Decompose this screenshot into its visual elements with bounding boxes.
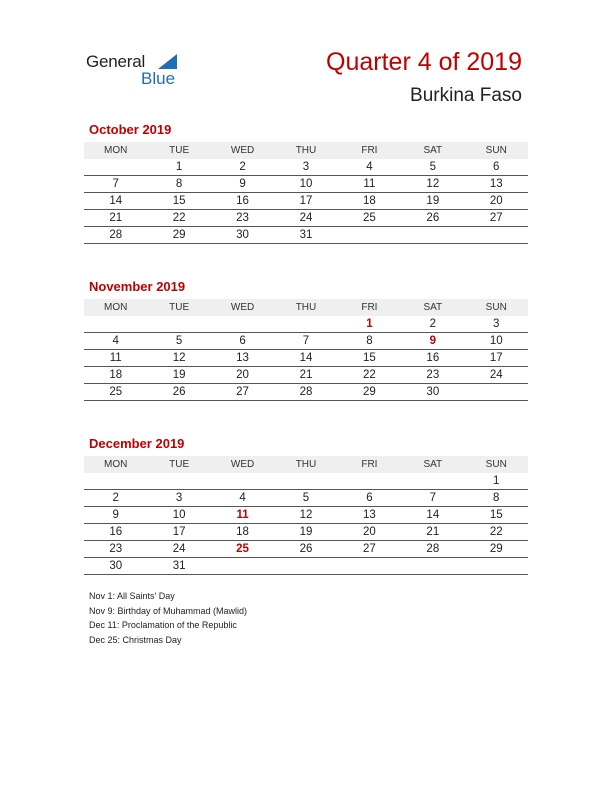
day-cell: 4 — [239, 492, 246, 504]
day-cell: 24 — [489, 369, 503, 381]
day-cell — [338, 473, 401, 489]
day-cell — [274, 558, 337, 574]
day-cell: 23 — [109, 543, 123, 555]
day-cell: 20 — [236, 369, 249, 381]
day-cell: 8 — [366, 335, 373, 347]
day-cell: 14 — [426, 509, 440, 521]
day-cell: 17 — [489, 352, 503, 364]
day-cell: 13 — [236, 352, 249, 364]
day-cell: 10 — [299, 178, 313, 190]
weekday-label: SUN — [485, 145, 507, 156]
calendar-december — [84, 436, 528, 575]
day-cell: 10 — [489, 335, 503, 347]
day-cell: 13 — [363, 509, 376, 521]
day-cell: 15 — [172, 195, 186, 207]
day-cell: 9 — [239, 178, 246, 190]
day-cell: 18 — [236, 526, 249, 538]
day-cell: 12 — [172, 352, 186, 364]
day-cell: 2 — [112, 492, 119, 504]
week-row — [84, 507, 528, 524]
day-cell: 18 — [363, 195, 376, 207]
week-row — [84, 558, 528, 575]
day-cell: 28 — [109, 229, 123, 241]
holiday-note: Nov 1: All Saints' Day — [89, 591, 175, 601]
day-cell — [84, 316, 147, 332]
weekday-label: FRI — [361, 145, 378, 156]
weekday-label: FRI — [361, 302, 378, 313]
week-row — [84, 490, 528, 507]
day-cell: 7 — [112, 178, 119, 190]
day-cell: 13 — [489, 178, 503, 190]
day-cell: 6 — [366, 492, 373, 504]
weekday-label: SUN — [485, 302, 507, 313]
day-cell — [465, 227, 528, 243]
day-cell — [465, 384, 528, 400]
holiday-day-cell: 1 — [366, 318, 373, 330]
week-row — [84, 316, 528, 333]
page-title: Quarter 4 of 2019 — [326, 48, 522, 76]
day-cell: 9 — [112, 509, 119, 521]
day-cell: 5 — [175, 335, 183, 347]
day-cell — [401, 227, 464, 243]
weekday-label: MON — [104, 459, 128, 470]
holiday-day-cell: 11 — [236, 509, 249, 521]
day-cell — [274, 316, 337, 332]
day-cell: 7 — [429, 492, 437, 504]
day-cell — [338, 227, 401, 243]
day-cell: 26 — [172, 386, 186, 398]
day-cell: 1 — [175, 161, 183, 173]
week-row — [84, 350, 528, 367]
day-cell: 5 — [302, 492, 310, 504]
day-cell — [211, 473, 274, 489]
holiday-day-cell: 9 — [429, 335, 437, 347]
week-row — [84, 367, 528, 384]
day-cell: 21 — [426, 526, 440, 538]
day-cell: 4 — [112, 335, 119, 347]
holiday-note: Dec 25: Christmas Day — [89, 634, 182, 645]
day-cell: 23 — [236, 212, 249, 224]
day-cell: 27 — [236, 386, 249, 398]
day-cell: 19 — [426, 195, 440, 207]
day-cell — [401, 473, 464, 489]
weekday-label: MON — [104, 145, 128, 156]
weekday-label: WED — [230, 302, 255, 313]
week-row — [84, 210, 528, 227]
day-cell — [147, 473, 210, 489]
day-cell: 28 — [426, 543, 440, 555]
day-cell: 5 — [429, 161, 437, 173]
day-cell: 3 — [175, 492, 183, 504]
day-cell — [211, 558, 274, 574]
day-cell: 16 — [109, 526, 123, 538]
weekday-label: SAT — [423, 459, 443, 470]
week-row — [84, 333, 528, 350]
weekday-label: TUE — [169, 145, 190, 156]
day-cell: 4 — [366, 161, 373, 173]
day-cell: 31 — [299, 229, 313, 241]
day-cell: 24 — [172, 543, 186, 555]
day-cell: 3 — [493, 318, 500, 330]
day-cell: 1 — [493, 475, 500, 487]
day-cell: 15 — [363, 352, 376, 364]
day-cell — [84, 473, 147, 489]
weekday-header-row — [84, 456, 528, 473]
day-cell: 31 — [172, 560, 186, 572]
week-row — [84, 159, 528, 176]
day-cell: 29 — [363, 386, 376, 398]
week-row — [84, 227, 528, 244]
day-cell: 22 — [172, 212, 186, 224]
day-cell: 16 — [236, 195, 249, 207]
week-row — [84, 541, 528, 558]
day-cell: 6 — [239, 335, 246, 347]
day-cell — [84, 159, 147, 175]
day-cell: 25 — [109, 386, 123, 398]
day-cell: 30 — [426, 386, 440, 398]
day-cell — [147, 316, 210, 332]
day-cell — [401, 558, 464, 574]
day-cell: 29 — [489, 543, 503, 555]
calendar-november — [84, 279, 528, 401]
day-cell: 15 — [489, 509, 503, 521]
day-cell: 14 — [109, 195, 123, 207]
day-cell: 22 — [363, 369, 376, 381]
day-cell: 11 — [109, 352, 122, 364]
day-cell: 26 — [299, 543, 313, 555]
day-cell: 6 — [493, 161, 500, 173]
logo-triangle-icon — [158, 54, 177, 69]
day-cell: 10 — [172, 509, 186, 521]
day-cell: 11 — [363, 178, 376, 190]
month-title: October 2019 — [89, 122, 172, 137]
weekday-label: WED — [230, 459, 255, 470]
day-cell: 26 — [426, 212, 440, 224]
weekday-label: WED — [230, 145, 255, 156]
month-title: December 2019 — [89, 436, 185, 451]
day-cell: 8 — [493, 492, 500, 504]
day-cell: 27 — [363, 543, 376, 555]
weekday-header-row — [84, 299, 528, 316]
day-cell: 22 — [489, 526, 503, 538]
day-cell — [338, 558, 401, 574]
day-cell: 2 — [239, 161, 246, 173]
weekday-label: TUE — [169, 302, 190, 313]
day-cell: 2 — [429, 318, 437, 330]
holiday-note: Nov 9: Birthday of Muhammad (Mawlid) — [89, 605, 248, 616]
day-cell: 28 — [299, 386, 313, 398]
week-row — [84, 384, 528, 401]
day-cell: 30 — [236, 229, 249, 241]
weekday-label: SAT — [423, 145, 443, 156]
day-cell — [465, 558, 528, 574]
month-title: November 2019 — [89, 279, 186, 294]
weekday-label: TUE — [169, 459, 190, 470]
day-cell: 17 — [172, 526, 186, 538]
day-cell: 8 — [175, 178, 183, 190]
day-cell — [274, 473, 337, 489]
day-cell: 30 — [109, 560, 123, 572]
day-cell: 20 — [489, 195, 503, 207]
weekday-label: MON — [104, 302, 128, 313]
weekday-header-row — [84, 142, 528, 159]
calendar-october — [84, 122, 528, 244]
day-cell: 27 — [489, 212, 503, 224]
day-cell: 14 — [299, 352, 313, 364]
day-cell: 21 — [299, 369, 313, 381]
holiday-note: Dec 11: Proclamation of the Republic — [89, 620, 237, 630]
week-row — [84, 524, 528, 541]
day-cell: 3 — [302, 161, 310, 173]
day-cell: 25 — [363, 212, 376, 224]
day-cell: 17 — [299, 195, 313, 207]
day-cell: 19 — [299, 526, 313, 538]
week-row — [84, 473, 528, 490]
day-cell: 24 — [299, 212, 313, 224]
country-name: Burkina Faso — [410, 85, 522, 106]
weekday-label: THU — [295, 145, 317, 156]
weekday-label: SAT — [423, 302, 443, 313]
holiday-day-cell: 25 — [236, 543, 249, 555]
week-row — [84, 193, 528, 210]
logo-word-blue: Blue — [141, 69, 176, 88]
day-cell — [211, 316, 274, 332]
day-cell: 29 — [172, 229, 186, 241]
weekday-label: THU — [295, 302, 317, 313]
day-cell: 23 — [426, 369, 440, 381]
day-cell: 19 — [172, 369, 186, 381]
weekday-label: SUN — [485, 459, 507, 470]
day-cell: 12 — [426, 178, 440, 190]
day-cell: 21 — [109, 212, 123, 224]
day-cell: 18 — [109, 369, 123, 381]
holiday-notes — [89, 589, 247, 647]
day-cell: 20 — [363, 526, 376, 538]
week-row — [84, 176, 528, 193]
generalblue-logo — [86, 50, 196, 90]
weekday-label: FRI — [361, 459, 378, 470]
day-cell: 7 — [302, 335, 310, 347]
day-cell: 16 — [426, 352, 440, 364]
day-cell: 12 — [299, 509, 313, 521]
weekday-label: THU — [295, 459, 317, 470]
logo-word-general: General — [86, 52, 146, 71]
